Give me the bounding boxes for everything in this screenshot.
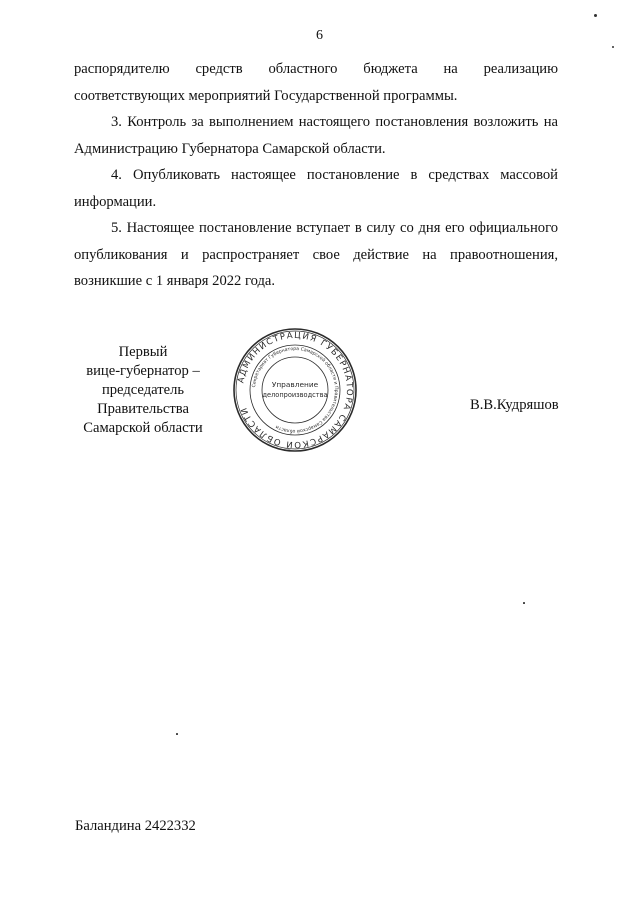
- paragraph-continuation-line1: распорядителю средств областного бюджета на реализацию: [74, 61, 558, 77]
- scan-speck: [176, 733, 178, 735]
- official-seal: [232, 327, 358, 453]
- executor-note: Баландина 2422332: [75, 818, 196, 834]
- document-body: [74, 56, 558, 295]
- seal-center-line1: Управление: [271, 380, 319, 389]
- signatory-title-line: Самарской области: [83, 420, 203, 436]
- signatory-title-line: председатель Правительства: [97, 382, 189, 417]
- paragraph-5: 5. Настоящее постановление вступает в силу со дня его официального опубликования и распространяет свое действие на правоотношения, возникшие с 1 января 2022 года.: [74, 220, 558, 289]
- scan-speck: [612, 46, 614, 48]
- scan-speck: [594, 14, 597, 17]
- signatory-name: В.В.Кудряшов: [470, 397, 559, 413]
- signatory-title-line: вице-губернатор –: [86, 363, 200, 379]
- signatory-title: [58, 343, 228, 438]
- paragraph-continuation-line2: соответствующих мероприятий Государственной программы.: [74, 87, 458, 104]
- seal-center-line2: делопроизводства: [262, 391, 328, 399]
- paragraph-3: 3. Контроль за выполнением настоящего постановления возложить на Администрацию Губернатора Самарской области.: [74, 114, 558, 157]
- seal-inner-text: Секретариат Губернатора Самарской области и Правительства Самарской области: [252, 346, 339, 434]
- scan-speck: [523, 602, 525, 604]
- signatory-title-line: Первый: [118, 344, 168, 360]
- seal-outer-text: АДМИНИСТРАЦИЯ ГУБЕРНАТОРА САМАРСКОЙ ОБЛАСТИ: [236, 330, 355, 450]
- paragraph-4: 4. Опубликовать настоящее постановление в средствах массовой информации.: [74, 167, 558, 210]
- page-number: 6: [316, 28, 323, 43]
